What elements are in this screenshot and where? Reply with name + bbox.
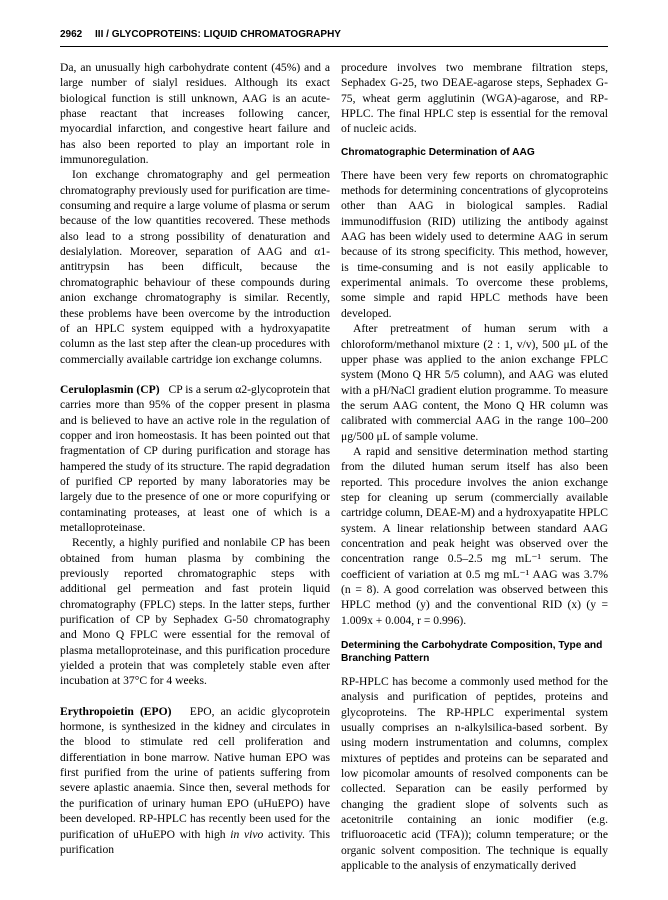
ceruloplasmin-text: CP is a serum α2-glycoprotein that carries more than 95% of the copper present in plasma and is believed to have an active role in the regulation of copper and iron homeostasis. It has been pointed out that fragmentation of CP during purification and storage has hampered the study of its structure. The rapid degradation of purified CP reported by many laboratories may be largely due to the presence of one or more copurifying or contaminating proteases, at least one of which is a metalloproteinase. [60,382,330,534]
header-rule [60,46,608,47]
paragraph-rp-hplc: RP-HPLC has become a commonly used method for the analysis and purification of peptides, proteins and glycoproteins. The RP-HPLC experimental system usually comprises an n-alkylsilica-based sorbent. By using modern instrumentation and columns, complex mixtures of peptides and proteins can be separated and low picomolar amounts of resolved components can be collected. Separation can be easily performed by changing the gradient slope of solvents such as acetonitrile containing an ionic modifier (e.g. trifluoroacetic acid (TFA)); column temperature; or the organic solvent composition. The technique is equally applicable to the analysis of enzymatically derived [341,675,608,873]
erythropoietin-text: EPO, an acidic glycoprotein hormone, is synthesized in the kidney and circulates in the blood to stimulate red cell proliferation and differentiation in bone marrow. Native human EPO was first purified from the urine of patients suffering from severe aplastic anaemia. Since then, several methods for the purification of urinary human EPO (uHuEPO) have been developed. RP-HPLC has recently been used for the purification of uHuEPO with high [60,704,331,841]
ceruloplasmin-heading: Ceruloplasmin (CP) [60,382,160,396]
right-column [341,60,608,874]
page-number: 2962 [60,29,83,40]
section-heading-carbohydrate: Determining the Carbohydrate Composition, Type and Branching Pattern [341,640,603,665]
paragraph-pretreatment: After pretreatment of human serum with a chloroform/methanol mixture (2 : 1, v/v), 500 μL of the upper phase was applied to the anion exchange FPLC system (Mono Q HR 5/5 column), and AAG was eluted with a pH/NaCl gradient elution programme. To measure the serum AAG content, the Mono Q HR column was calibrated with commercial AAG in the range 100–200 μg/500 μL of sample volume. [341,322,608,443]
running-title: III / GLYCOPROTEINS: LIQUID CHROMATOGRAPHY [95,29,341,40]
section-heading-aag: Chromatographic Determination of AAG [341,146,535,158]
paragraph-cp-purification: Recently, a highly purified and nonlabile CP has been obtained from human plasma by combining the previously reported chromatographic steps with additional gel permeation and fast protein liquid chromatography (FPLC) steps. In the latter steps, further purification of CP by Sephadex G-50 chromatography and Mono Q FPLC were essential for the removal of plasma metalloproteinase, and this purification procedure yielded a protein that was completely stable even after incubation at 37°C for 4 weeks. [60,536,330,688]
paragraph-aag-intro: Da, an unusually high carbohydrate content (45%) and a large number of sialyl residues. Although its exact biological function is still unknown, AAG is an acute-phase reactant that increases following cancer, myocardial infarction, and congestive heart failure and has also been reported to play an important role in immunoregulation. [60,61,330,167]
in-vivo-italic: in vivo [230,827,264,841]
erythropoietin-heading: Erythropoietin (EPO) [60,704,172,718]
left-column [60,60,330,857]
paragraph-erythropoietin [60,704,330,857]
paragraph-epo-procedure: procedure involves two membrane filtration steps, Sephadex G-25, two DEAE-agarose steps, Sephadex G-75, wheat germ agglutinin (WGA)-agarose, and RP-HPLC. The final HPLC step is essential for the removal of nucleic acids. [341,61,608,136]
paragraph-chromatographic-methods: There have been very few reports on chromatographic methods for determining concentrations of glycoproteins other than AAG in biological samples. Radial immunodiffusion (RID) utilizing the antibody against AAG has been widely used to determine AAG in serum because of its strong specificity. This method, however, is time-consuming and is not easily applicable to experimental animals. To overcome these problems, some simple and rapid HPLC methods have been developed. [341,168,608,320]
running-header [60,29,608,45]
paragraph-aag-methods: Ion exchange chromatography and gel permeation chromatography previously used for purification are time-consuming and require a large volume of plasma or serum because of the low quantities recovered. These methods also lead to a strong possibility of denaturation and desialylation. Moreover, separation of AAG and α1-antitrypsin has been difficult, because the chromatographic behaviour of these compounds during anion exchange chromatography is similar. Recently, these problems have been overcome by the introduction of an HPLC system equipped with a hydroxyapatite column as the last step after the clean-up procedures with commercially available cartridge ion exchange columns. [60,168,330,366]
paragraph-rapid-method: A rapid and sensitive determination method starting from the diluted human serum itself has also been reported. This procedure involves the anion exchange step for cleaning up serum (commercially available cartridge column, DEAE-M) and a hydroxyapatite HPLC system. A linear relationship between standard AAG concentration and peak height was observed over the concentration range 0.5–2.5 mg mL⁻¹ serum. The coefficient of variation at 0.5 mg mL⁻¹ AAG was 3.7% (n = 8). A good correlation was observed between this HPLC method (y) and the conventional RID (x) (y = 1.009x + 0.004, r = 0.996). [341,444,608,627]
paragraph-ceruloplasmin [60,382,330,535]
erythropoietin-text-end: activity. This purification [60,827,330,856]
